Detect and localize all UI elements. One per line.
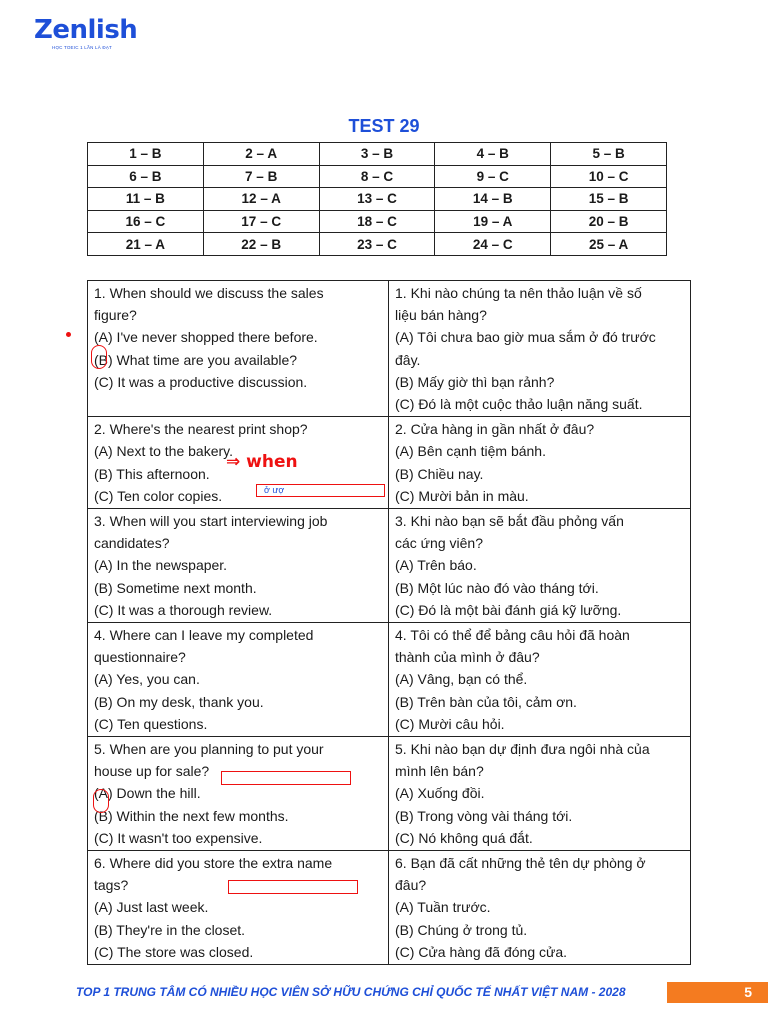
vietnamese-line: 2. Cửa hàng in gần nhất ở đâu? [395,421,595,438]
vietnamese-line: mình lên bán? [395,763,484,780]
vietnamese-line: (A) Tôi chưa bao giờ mua sắm ở đó trước [395,329,656,346]
vietnamese-line: liệu bán hàng? [395,307,487,324]
answer-cell: 23 – C [319,233,435,256]
vietnamese-line: (A) Trên báo. [395,557,477,574]
answer-cell: 18 – C [319,210,435,233]
answer-cell: 19 – A [435,210,551,233]
english-line: questionnaire? [94,649,186,666]
vietnamese-line: đây. [395,351,421,368]
english-line: (A) Yes, you can. [94,671,200,688]
vietnamese-line: (B) Một lúc nào đó vào tháng tới. [395,579,599,596]
vietnamese-line: (A) Vâng, bạn có thể. [395,671,528,688]
answer-cell: 2 – A [203,143,319,166]
english-line: (A) In the newspaper. [94,557,228,574]
question-row [88,509,691,623]
answer-cell: 24 – C [435,233,551,256]
vietnamese-cell [389,623,691,737]
answer-cell: 20 – B [551,210,667,233]
vietnamese-line: (C) Đó là một cuộc thảo luận năng suất. [395,396,643,413]
vietnamese-line: (B) Trên bàn của tôi, cảm ơn. [395,693,577,710]
vietnamese-line: 4. Tôi có thể để bảng câu hỏi đã hoàn [395,627,630,644]
annotation-circle-b5 [93,789,109,813]
vietnamese-line: đâu? [395,877,427,894]
english-cell [88,509,389,623]
answer-cell: 9 – C [435,165,551,188]
english-cell [88,623,389,737]
logo-text: Zenlish [34,15,138,45]
vietnamese-line: (A) Bên cạnh tiệm bánh. [395,443,546,460]
vietnamese-line: (C) Nó không quá đắt. [395,829,533,846]
annotation-box-q6 [228,880,358,894]
answer-cell: 13 – C [319,188,435,211]
vietnamese-line: 6. Bạn đã cất những thẻ tên dự phòng ở [395,855,646,872]
english-line: (C) It was a thorough review. [94,601,273,618]
english-line: house up for sale? [94,763,210,780]
answer-cell: 6 – B [88,165,204,188]
english-line: 6. Where did you store the extra name [94,855,333,872]
english-line: figure? [94,307,137,324]
vietnamese-cell [389,737,691,851]
answer-row [88,210,667,233]
english-line: (B) What time are you available? [94,351,298,368]
vietnamese-line: 3. Khi nào bạn sẽ bắt đầu phỏng vấn [395,513,624,530]
question-row [88,737,691,851]
english-line: (A) Just last week. [94,899,209,916]
answer-cell: 4 – B [435,143,551,166]
question-table [87,280,691,965]
vietnamese-cell [389,417,691,509]
english-line: (C) It was a productive discussion. [94,373,308,390]
vietnamese-line: (B) Trong vòng vài tháng tới. [395,807,573,824]
vietnamese-line: (C) Đó là một bài đánh giá kỹ lưỡng. [395,601,622,618]
english-line: 3. When will you start interviewing job [94,513,328,530]
answer-row [88,233,667,256]
english-line: (A) I've never shopped there before. [94,329,318,346]
vietnamese-line: 1. Khi nào chúng ta nên thảo luận về số [395,285,642,301]
question-row [88,281,691,417]
vietnamese-line: (C) Mười câu hỏi. [395,715,505,732]
english-line: (C) Ten questions. [94,715,208,732]
vietnamese-line: (B) Chiều nay. [395,465,484,482]
english-line: (C) It wasn't too expensive. [94,829,263,846]
annotation-circle-b1 [91,345,107,369]
vietnamese-line: (C) Cửa hàng đã đóng cửa. [395,943,568,960]
brand-logo [34,16,144,56]
english-line: (C) Ten color copies. [94,487,223,504]
english-cell [88,851,389,965]
answer-cell: 17 – C [203,210,319,233]
answer-cell: 21 – A [88,233,204,256]
english-line: (B) Sometime next month. [94,579,257,596]
english-line: (A) Next to the bakery. [94,443,234,460]
answer-cell: 7 – B [203,165,319,188]
footer-slogan: TOP 1 TRUNG TÂM CÓ NHIỀU HỌC VIÊN SỞ HỮU CHỨNG CHỈ QUỐC TẾ NHẤT VIỆT NAM - 2028 [76,985,626,999]
vietnamese-cell [389,281,691,417]
answer-cell: 22 – B [203,233,319,256]
answer-key-table [87,142,667,256]
question-row [88,417,691,509]
english-line: (B) On my desk, thank you. [94,693,264,710]
answer-cell: 25 – A [551,233,667,256]
english-line: (B) They're in the closet. [94,921,246,938]
english-line: 4. Where can I leave my completed [94,627,314,644]
english-cell [88,281,389,417]
english-line: candidates? [94,535,170,552]
answer-cell: 15 – B [551,188,667,211]
english-line: 1. When should we discuss the sales [94,285,324,301]
english-line: (C) The store was closed. [94,943,254,960]
vietnamese-line: (C) Mười bản in màu. [395,487,529,504]
question-row [88,623,691,737]
page-title: TEST 29 [348,116,420,136]
vietnamese-cell [389,509,691,623]
english-line: (B) Within the next few months. [94,807,289,824]
vietnamese-line: thành của mình ở đâu? [395,649,540,666]
annotation-dot [66,332,71,337]
question-row [88,851,691,965]
english-line: tags? [94,877,129,894]
annotation-box-q5 [221,771,351,785]
answer-cell: 12 – A [203,188,319,211]
answer-cell: 10 – C [551,165,667,188]
vietnamese-line: (A) Tuần trước. [395,899,491,916]
vietnamese-line: (B) Mấy giờ thì bạn rảnh? [395,373,555,390]
answer-cell: 11 – B [88,188,204,211]
answer-cell: 16 – C [88,210,204,233]
annotation-when-note: ⇒ when [226,452,298,472]
answer-cell: 5 – B [551,143,667,166]
vietnamese-line: (B) Chúng ở trong tủ. [395,921,528,938]
english-line: (B) This afternoon. [94,465,210,482]
vietnamese-line: các ứng viên? [395,535,483,552]
vietnamese-line: 5. Khi nào bạn dự định đưa ngôi nhà của [395,741,650,758]
vietnamese-cell [389,851,691,965]
answer-cell: 3 – B [319,143,435,166]
answer-cell: 8 – C [319,165,435,188]
english-line: 5. When are you planning to put your [94,741,324,758]
english-cell [88,737,389,851]
vietnamese-line: (A) Xuống đồi. [395,785,485,802]
annotation-small-note: ở ượ [264,485,285,495]
answer-row [88,143,667,166]
answer-cell: 1 – B [88,143,204,166]
answer-row [88,188,667,211]
answer-row [88,165,667,188]
english-line: (A) Down the hill. [94,785,201,802]
english-line: 2. Where's the nearest print shop? [94,421,308,438]
answer-cell: 14 – B [435,188,551,211]
logo-tagline: HỌC TOEIC 1 LẦN LÀ ĐẠT [52,45,112,50]
page-number: 5 [667,982,768,1003]
